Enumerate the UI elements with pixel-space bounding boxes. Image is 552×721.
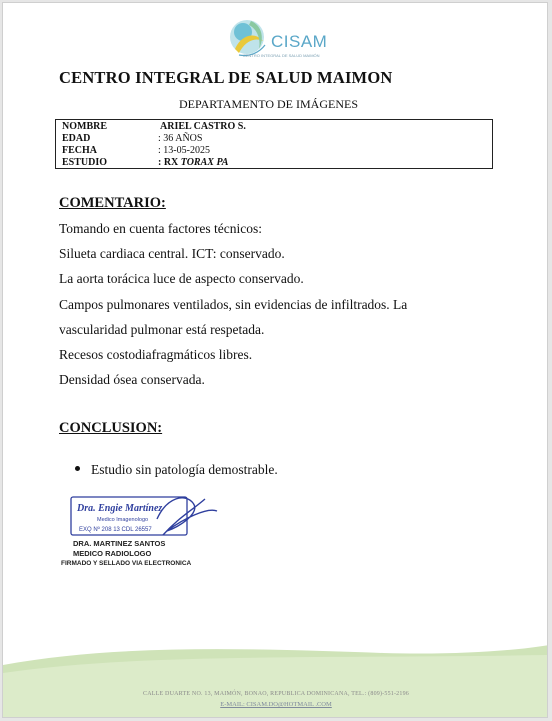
conclusion-item: Estudio sin patología demostrable. bbox=[91, 462, 278, 477]
logo-subtitle: CENTRO INTEGRAL DE SALUD MAIMÓN bbox=[243, 53, 320, 58]
age-label: EDAD bbox=[62, 133, 91, 144]
study-value: TORAX PA bbox=[180, 157, 229, 168]
doctor-title: MEDICO RADIOLOGO bbox=[73, 549, 152, 558]
age-value: : 36 AÑOS bbox=[158, 133, 203, 144]
name-value: ARIEL CASTRO S. bbox=[160, 121, 246, 132]
date-label: FECHA bbox=[62, 145, 97, 156]
comment-line: Campos pulmonares ventilados, sin evidencias de infiltrados. La bbox=[59, 297, 408, 312]
bullet-icon bbox=[75, 466, 80, 471]
svg-text:Medico Imagenologo: Medico Imagenologo bbox=[97, 517, 149, 523]
doctor-name: DRA. MARTINEZ SANTOS bbox=[73, 539, 166, 548]
comment-line: Densidad ósea conservada. bbox=[59, 372, 205, 387]
comment-line: vascularidad pulmonar está respetada. bbox=[59, 322, 265, 337]
doctor-stamp-signature bbox=[67, 489, 227, 539]
study-prefix: : RX bbox=[158, 157, 181, 168]
svg-text:Dra. Engie Martínez: Dra. Engie Martínez bbox=[77, 503, 163, 514]
name-label: NOMBRE bbox=[62, 121, 107, 132]
department-title: DEPARTAMENTO DE IMÁGENES bbox=[179, 97, 358, 111]
footer-address: CALLE DUARTE NO. 13, MAIMÓN, BONAO, REPUBLICA DOMINICANA, TEL.: (809)-551-2196 bbox=[143, 691, 409, 697]
footer-email[interactable]: E-MAIL: CISAM.DO@HOTMAIL .COM bbox=[220, 701, 332, 708]
logo-text: CISAM bbox=[271, 32, 328, 51]
report-title: CENTRO INTEGRAL DE SALUD MAIMON bbox=[59, 68, 393, 87]
svg-text:EXQ Nº 208 13 CDL 26557: EXQ Nº 208 13 CDL 26557 bbox=[79, 527, 152, 533]
comment-line: La aorta torácica luce de aspecto conservado. bbox=[59, 271, 304, 286]
patient-info-box bbox=[55, 119, 493, 169]
date-value: : 13-05-2025 bbox=[158, 145, 210, 156]
report-page bbox=[2, 2, 548, 718]
signature-note: FIRMADO Y SELLADO VIA ELECTRONICA bbox=[61, 560, 192, 567]
study-label: ESTUDIO bbox=[62, 157, 108, 168]
conclusion-heading: CONCLUSION: bbox=[59, 420, 163, 436]
comment-line: Recesos costodiafragmáticos libres. bbox=[59, 347, 253, 362]
comment-line: Tomando en cuenta factores técnicos: bbox=[59, 221, 262, 236]
comment-heading: COMENTARIO: bbox=[59, 195, 166, 211]
comment-line: Silueta cardiaca central. ICT: conservado. bbox=[59, 246, 285, 261]
